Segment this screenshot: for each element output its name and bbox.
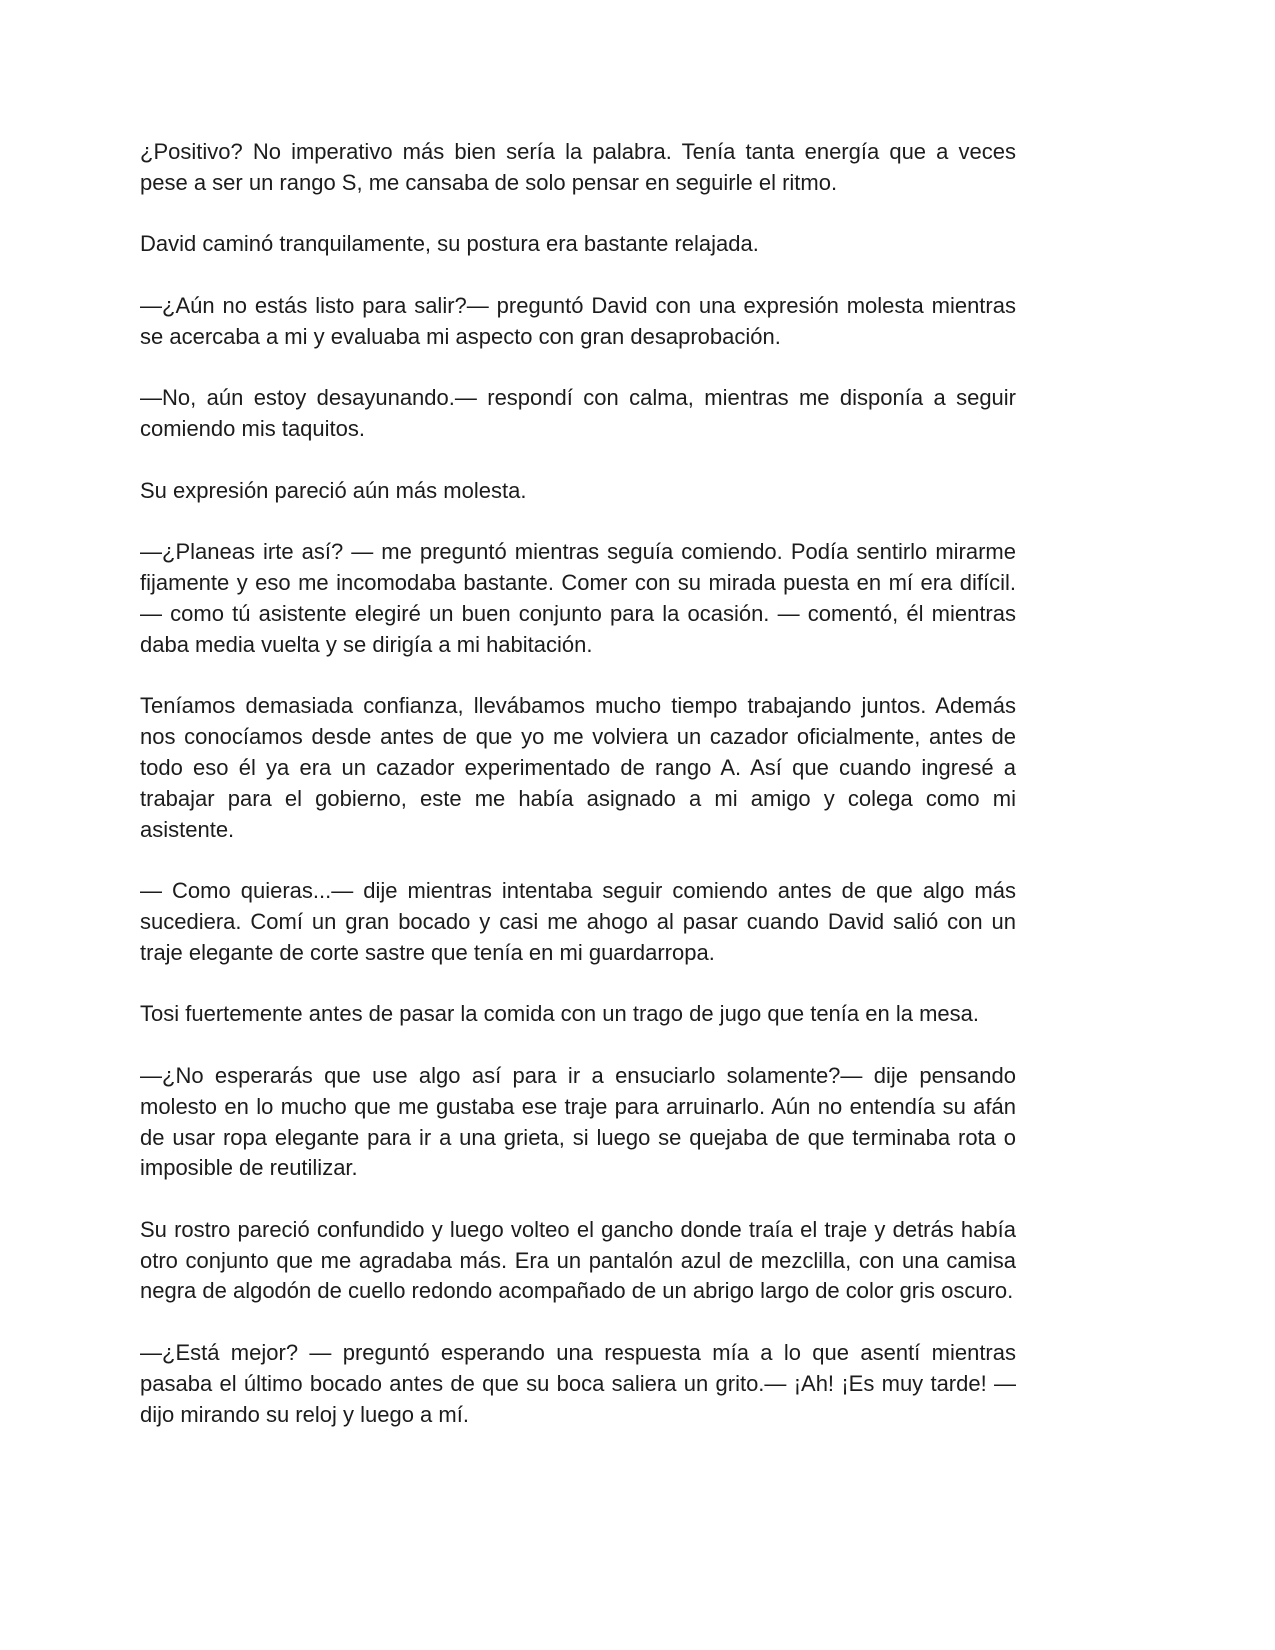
paragraph-7: Teníamos demasiada confianza, llevábamos mucho tiempo trabajando juntos. Además nos conocíamos desde antes de que yo me volviera un cazador oficialmente, antes de todo eso él ya era un cazador experimentado de rango A. Así que cuando ingresé a trabajar para el gobierno, este me había asignado a mi amigo y colega como mi asistente. <box>140 693 1016 842</box>
paragraph-6: —¿Planeas irte así? — me preguntó mientras seguía comiendo. Podía sentirlo mirarme fijamente y eso me incomodaba bastante. Comer con su mirada puesta en mí era difícil. — como tú asistente elegiré un buen conjunto para la ocasión. — comentó, él mientras daba media vuelta y se dirigía a mi habitación. <box>140 539 1016 657</box>
document-page <box>140 137 1016 1461</box>
paragraph-9: Tosi fuertemente antes de pasar la comida con un trago de jugo que tenía en la mesa. <box>140 1001 979 1027</box>
paragraph-5: Su expresión pareció aún más molesta. <box>140 477 527 503</box>
paragraph-8: — Como quieras...— dije mientras intentaba seguir comiendo antes de que algo más sucediera. Comí un gran bocado y casi me ahogo al pasar cuando David salió con un traje elegante de corte sastre que tenía en mi guardarropa. <box>140 878 1016 965</box>
paragraph-4: —No, aún estoy desayunando.— respondí con calma, mientras me disponía a seguir comiendo mis taquitos. <box>140 385 1016 442</box>
paragraph-10: —¿No esperarás que use algo así para ir a ensuciarlo solamente?— dije pensando molesto en lo mucho que me gustaba ese traje para arruinarlo. Aún no entendía su afán de usar ropa elegante para ir a una grieta, si luego se quejaba de que terminaba rota o imposible de reutilizar. <box>140 1062 1016 1181</box>
paragraph-11: Su rostro pareció confundido y luego volteo el gancho donde traía el traje y detrás había otro conjunto que me agradaba más. Era un pantalón azul de mezclilla, con una camisa negra de algodón de cuello redondo acompañado de un abrigo largo de color gris oscuro. <box>140 1216 1016 1304</box>
paragraph-12: —¿Está mejor? — preguntó esperando una respuesta mía a lo que asentí mientras pasaba el último bocado antes de que su boca saliera un grito.— ¡Ah! ¡Es muy tarde! — dijo mirando su reloj y luego a mí. <box>140 1340 1016 1427</box>
paragraph-3: —¿Aún no estás listo para salir?— preguntó David con una expresión molesta mientras se acercaba a mi y evaluaba mi aspecto con gran desaprobación. <box>140 292 1016 349</box>
paragraph-1: ¿Positivo? No imperativo más bien sería la palabra. Tenía tanta energía que a veces pese a ser un rango S, me cansaba de solo pensar en seguirle el ritmo. <box>140 139 1016 195</box>
paragraph-2: David caminó tranquilamente, su postura era bastante relajada. <box>140 231 759 257</box>
